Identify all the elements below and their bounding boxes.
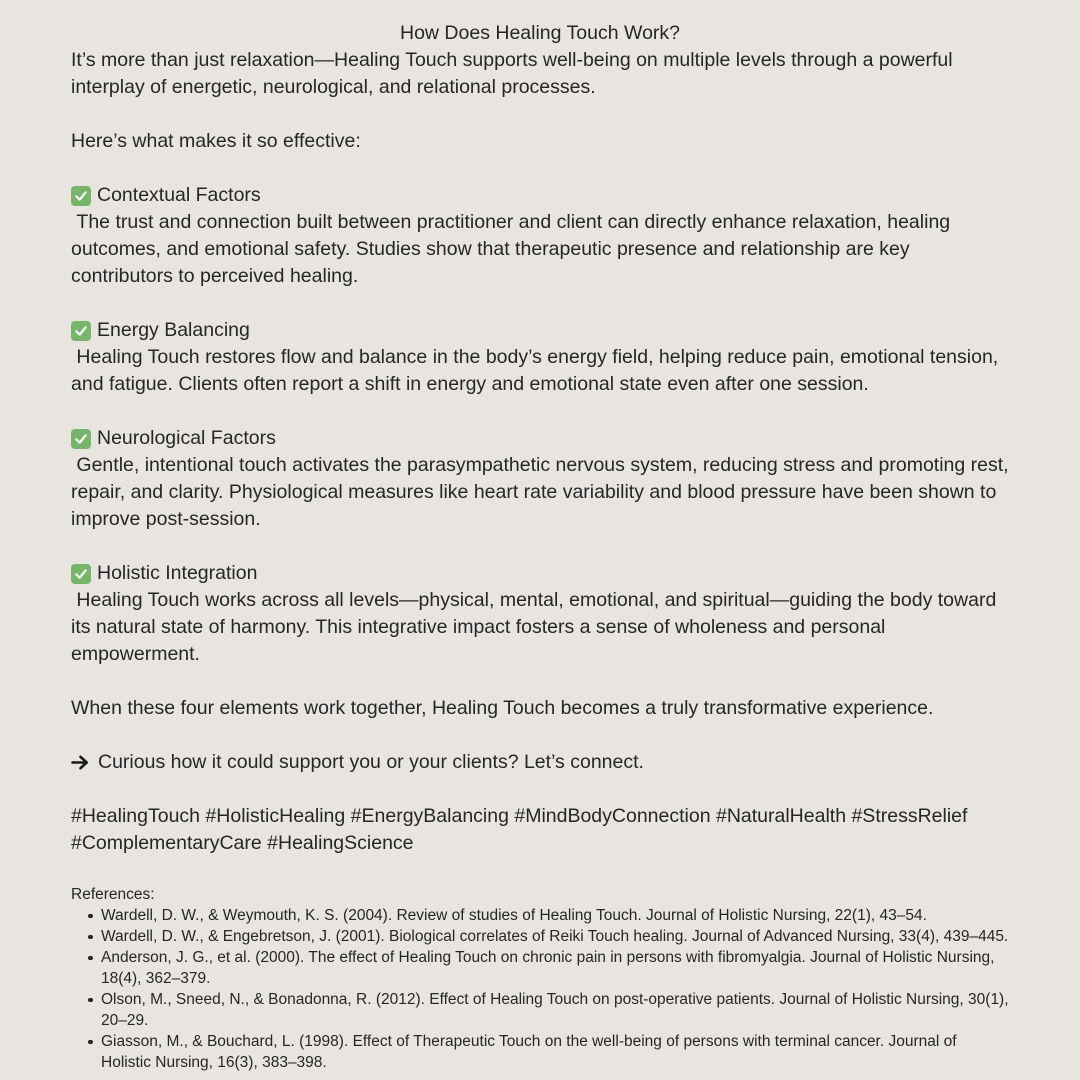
reference-item: Wardell, D. W., & Weymouth, K. S. (2004). Review of studies of Healing Touch. Journal of Holistic Nursing, 22(1), 43–54. [88, 905, 1009, 926]
reference-item: Anderson, J. G., et al. (2000). The effect of Healing Touch on chronic pain in persons with fibromyalgia. Journal of Holistic Nursing, 18(4), 362–379. [88, 947, 1009, 989]
section-energy-balancing [71, 317, 1009, 398]
section-body: Healing Touch works across all levels—physical, mental, emotional, and spiritual—guiding the body toward its natural state of harmony. This integrative impact fosters a sense of wholeness and personal empowerment. [71, 589, 1002, 665]
section-holistic-integration [71, 560, 1009, 668]
section-heading-row [71, 182, 1009, 209]
lead-line: Here’s what makes it so effective: [71, 130, 361, 152]
section-heading: Contextual Factors [97, 184, 261, 206]
check-emoji-icon [71, 429, 91, 449]
reference-item: Olson, M., Sneed, N., & Bonadonna, R. (2012). Effect of Healing Touch on post-operative patients. Journal of Holistic Nursing, 30(1), 20–29. [88, 989, 1009, 1031]
section-heading: Holistic Integration [97, 562, 258, 584]
references-list [71, 905, 1009, 1073]
references-label: References: [71, 886, 155, 903]
references-section [71, 884, 1009, 1073]
cta-text: Curious how it could support you or your clients? Let’s connect. [98, 751, 644, 773]
section-heading-row [71, 317, 1009, 344]
closing-paragraph: When these four elements work together, Healing Touch becomes a truly transformative experience. [71, 697, 934, 719]
section-body: Gentle, intentional touch activates the parasympathetic nervous system, reducing stress and promoting rest, repair, and clarity. Physiological measures like heart rate variability and blood pressure have been shown to improve post-session. [71, 454, 1014, 530]
right-arrow-icon [71, 755, 90, 770]
section-body: Healing Touch restores flow and balance in the body’s energy field, helping reduce pain, emotional tension, and fatigue. Clients often report a shift in energy and emotional state even after one session. [71, 346, 1004, 395]
check-emoji-icon [71, 321, 91, 341]
section-body: The trust and connection built between practitioner and client can directly enhance relaxation, healing outcomes, and emotional safety. Studies show that therapeutic presence and relationship are key contributors to perceived healing. [71, 211, 956, 287]
reference-item: Giasson, M., & Bouchard, L. (1998). Effect of Therapeutic Touch on the well-being of persons with terminal cancer. Journal of Holistic Nursing, 16(3), 383–398. [88, 1031, 1009, 1073]
section-neurological-factors [71, 425, 1014, 533]
hashtags-line: #HealingTouch #HolisticHealing #EnergyBalancing #MindBodyConnection #NaturalHealth #StressRelief #ComplementaryCare #HealingScience [71, 805, 968, 854]
section-heading: Neurological Factors [97, 427, 276, 449]
section-heading-row [71, 560, 1009, 587]
post-title: How Does Healing Touch Work? [400, 22, 680, 44]
section-contextual-factors [71, 182, 1009, 290]
check-emoji-icon [71, 186, 91, 206]
intro-paragraph: It’s more than just relaxation—Healing Touch supports well-being on multiple levels through a powerful interplay of energetic, neurological, and relational processes. [71, 49, 953, 98]
section-heading-row [71, 425, 1009, 452]
reference-item: Wardell, D. W., & Engebretson, J. (2001). Biological correlates of Reiki Touch healing. Journal of Advanced Nursing, 33(4), 439–445. [88, 926, 1009, 947]
check-emoji-icon [71, 564, 91, 584]
section-heading: Energy Balancing [97, 319, 250, 341]
cta-line [71, 749, 1009, 776]
